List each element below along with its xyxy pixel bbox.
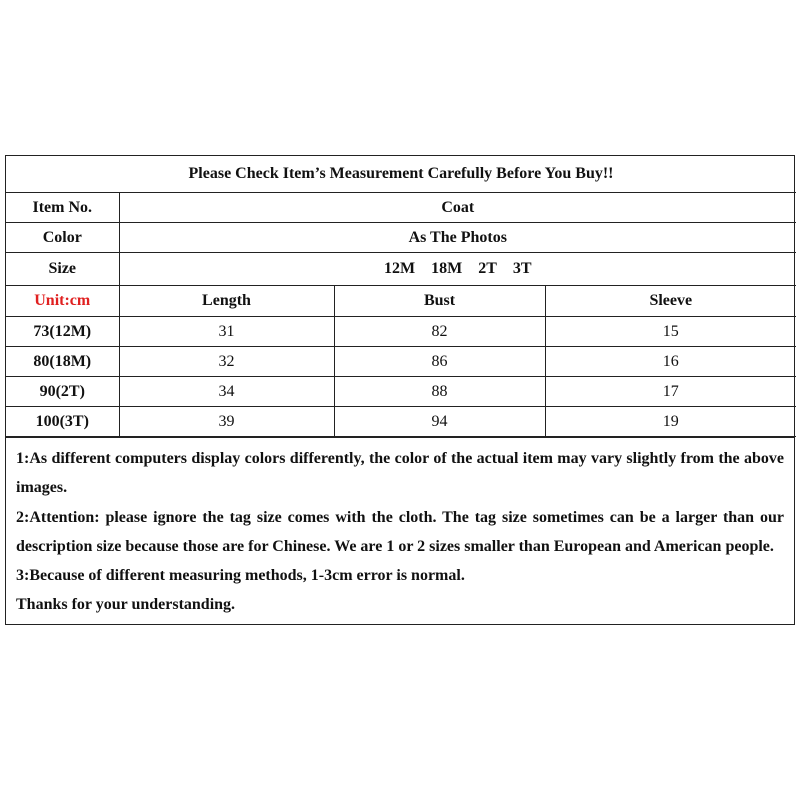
note-tag-size: 2:Attention: please ignore the tag size comes with the cloth. The tag size sometimes can be a larger than our description size because those are for Chinese. We are 1 or 2 sizes smaller than European and American people. (16, 508, 784, 555)
size-chart (5, 155, 795, 625)
color-label: Color (6, 223, 119, 253)
row-size: 73(12M) (6, 317, 119, 347)
column-header-bust: Bust (334, 286, 545, 317)
column-header-row (6, 286, 796, 317)
table-row (6, 377, 796, 407)
row-size: 100(3T) (6, 407, 119, 437)
size-value: 18M (431, 260, 463, 277)
measurement-table (6, 156, 796, 437)
cell-sleeve: 17 (545, 377, 796, 407)
size-label: Size (6, 253, 119, 286)
size-values (119, 253, 796, 286)
cell-length: 32 (119, 347, 334, 377)
item-no-value: Coat (119, 193, 796, 223)
notes-section (6, 437, 794, 624)
size-value: 2T (478, 260, 497, 277)
cell-bust: 82 (334, 317, 545, 347)
size-value: 3T (512, 260, 532, 277)
cell-length: 39 (119, 407, 334, 437)
note-colors: 1:As different computers display colors differently, the color of the actual item may vary slightly from the above images. (16, 450, 784, 497)
cell-length: 34 (119, 377, 334, 407)
unit-label: Unit:cm (6, 286, 119, 317)
table-row (6, 347, 796, 377)
size-row (6, 253, 796, 286)
color-value: As The Photos (119, 223, 796, 253)
cell-sleeve: 19 (545, 407, 796, 437)
cell-length: 31 (119, 317, 334, 347)
table-title: Please Check Item’s Measurement Carefully Before You Buy!! (6, 156, 796, 193)
table-row (6, 407, 796, 437)
item-no-label: Item No. (6, 193, 119, 223)
cell-sleeve: 15 (545, 317, 796, 347)
cell-bust: 88 (334, 377, 545, 407)
column-header-sleeve: Sleeve (545, 286, 796, 317)
table-row (6, 317, 796, 347)
cell-bust: 94 (334, 407, 545, 437)
cell-sleeve: 16 (545, 347, 796, 377)
cell-bust: 86 (334, 347, 545, 377)
table-title-row (6, 156, 796, 193)
color-row (6, 223, 796, 253)
item-no-row (6, 193, 796, 223)
note-thanks: Thanks for your understanding. (16, 596, 236, 614)
size-value: 12M (383, 260, 416, 277)
row-size: 90(2T) (6, 377, 119, 407)
row-size: 80(18M) (6, 347, 119, 377)
note-measuring-error: 3:Because of different measuring methods, 1-3cm error is normal. (16, 567, 465, 585)
column-header-length: Length (119, 286, 334, 317)
